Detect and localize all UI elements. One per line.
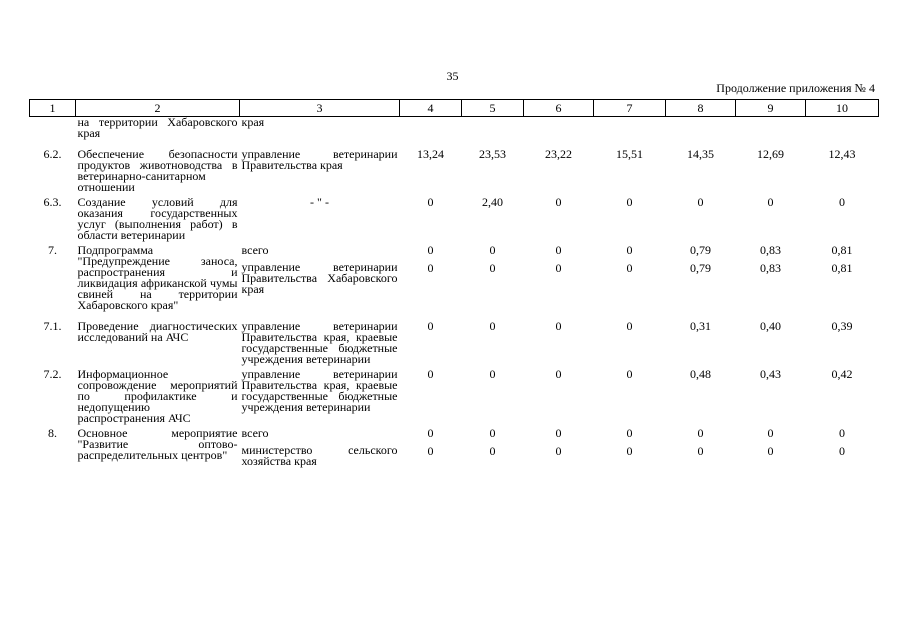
value-text: 0 <box>839 444 845 458</box>
value-cell <box>806 149 879 197</box>
value-cell <box>806 117 879 150</box>
measure-name: Проведение диагностических исследований на АЧС <box>77 319 238 344</box>
value-cell <box>400 197 462 245</box>
value-cell <box>594 149 666 197</box>
value-text: 0 <box>697 426 704 440</box>
executor-cell <box>240 117 400 150</box>
value-cell <box>594 369 666 428</box>
table-row <box>30 149 879 197</box>
measure-name: Основное мероприятие "Развитие оптово-распределительных центров" <box>77 426 238 462</box>
value-text: 0 <box>767 426 774 440</box>
value-text: 0 <box>626 367 633 381</box>
value-text: 0,43 <box>760 367 781 381</box>
value-cell <box>594 321 666 369</box>
column-header: 9 <box>736 100 806 117</box>
value-text: 0 <box>427 261 434 275</box>
executor-cell <box>240 321 400 369</box>
value-cell <box>806 369 879 428</box>
value-text: 0 <box>626 195 633 209</box>
column-header: 4 <box>400 100 462 117</box>
value-text: 0 <box>555 195 562 209</box>
value-cell <box>524 117 594 150</box>
table-row <box>30 428 879 467</box>
value-cell <box>462 245 524 321</box>
value-cell <box>666 245 736 321</box>
executor-text: управление ветеринарии Правительства края, краевые государственные бюджетные учреждения ветеринарии <box>241 367 398 414</box>
value-cell <box>666 149 736 197</box>
value-text: 0,81 <box>831 243 853 257</box>
value-cell <box>594 245 666 321</box>
measure-name: Создание условий для оказания государственных услуг (выполнения работ) в области ветеринарии <box>77 195 238 242</box>
value-cell <box>524 197 594 245</box>
value-cell <box>462 149 524 197</box>
value-text: 0 <box>555 243 562 257</box>
value-text: 0,48 <box>690 367 711 381</box>
value-text: 0 <box>427 243 434 257</box>
value-cell <box>666 197 736 245</box>
value-text: 12,43 <box>828 147 856 161</box>
measure-name: на территории Хабаровского края <box>77 115 238 140</box>
value-text: 0 <box>555 444 562 458</box>
value-text: 0 <box>489 444 496 458</box>
value-text: 0 <box>697 195 704 209</box>
value-cell <box>524 245 594 321</box>
value-text: 0 <box>697 444 704 458</box>
value-text: 0 <box>489 319 496 333</box>
row-number: 7. <box>48 243 57 257</box>
value-text: 0,31 <box>690 319 711 333</box>
value-text: 0 <box>489 243 496 257</box>
value-text: 0 <box>839 195 845 209</box>
executor-text: - " - <box>310 195 329 209</box>
value-text: 0 <box>427 319 434 333</box>
value-text: 0,81 <box>831 261 853 275</box>
executor-cell <box>240 149 400 197</box>
value-text: 0 <box>626 444 633 458</box>
value-text: 23,53 <box>479 147 506 161</box>
column-header: 5 <box>462 100 524 117</box>
row-number: 6.3. <box>43 195 62 209</box>
value-cell <box>524 428 594 467</box>
value-text: 0,42 <box>831 367 853 381</box>
value-text: 0 <box>626 426 633 440</box>
value-text: 15,51 <box>616 147 643 161</box>
executor-cell <box>240 428 400 467</box>
value-text: 14,35 <box>687 147 714 161</box>
value-cell <box>524 321 594 369</box>
value-cell <box>462 369 524 428</box>
continuation-label: Продолжение приложения № 4 <box>716 81 875 95</box>
value-cell <box>462 428 524 467</box>
value-text: 0,79 <box>690 243 711 257</box>
value-cell <box>736 428 806 467</box>
value-text: 0 <box>555 367 562 381</box>
value-text: 0,79 <box>690 261 711 275</box>
value-cell <box>806 321 879 369</box>
value-cell <box>736 245 806 321</box>
value-text: 0,83 <box>760 243 781 257</box>
value-text: 0,39 <box>831 319 853 333</box>
value-text: 2,40 <box>482 195 503 209</box>
executor-cell <box>240 369 400 428</box>
value-cell <box>400 245 462 321</box>
value-text: 0 <box>427 444 434 458</box>
row-number: 6.2. <box>43 147 62 161</box>
value-text: 0 <box>767 444 774 458</box>
value-cell <box>666 321 736 369</box>
executor-cell <box>240 197 400 245</box>
column-header: 3 <box>240 100 400 117</box>
value-text: 12,69 <box>757 147 784 161</box>
value-cell <box>736 117 806 150</box>
value-text: 0,83 <box>760 261 781 275</box>
executor-cell <box>240 245 400 321</box>
table-row <box>30 117 879 150</box>
executor-text: управление ветеринарии Правительства Хабаровского края <box>241 260 398 296</box>
value-cell <box>462 117 524 150</box>
header-row <box>30 100 879 117</box>
value-cell <box>666 369 736 428</box>
value-cell <box>400 369 462 428</box>
measure-name: Информационное сопровождение мероприятий по профилактике и недопущению распространения АЧС <box>77 367 238 425</box>
table-row <box>30 245 879 321</box>
value-text: 23,22 <box>545 147 572 161</box>
value-text: 0 <box>626 261 633 275</box>
value-cell <box>736 149 806 197</box>
value-cell <box>736 197 806 245</box>
column-header: 10 <box>806 100 879 117</box>
value-cell <box>400 428 462 467</box>
column-header: 1 <box>30 100 76 117</box>
column-header: 6 <box>524 100 594 117</box>
value-text: 0 <box>427 367 434 381</box>
row-number: 7.1. <box>43 319 62 333</box>
value-text: 0 <box>555 261 562 275</box>
value-text: 0 <box>489 426 496 440</box>
value-cell <box>806 428 879 467</box>
executor-text: министерство сельского хозяйства края <box>241 443 398 468</box>
column-header: 8 <box>666 100 736 117</box>
executor-text: края <box>241 115 265 129</box>
value-cell <box>524 369 594 428</box>
value-text: 13,24 <box>417 147 444 161</box>
column-header: 7 <box>594 100 666 117</box>
executor-text: всего <box>241 243 269 257</box>
value-cell <box>462 321 524 369</box>
value-cell <box>806 245 879 321</box>
value-text: 0 <box>555 319 562 333</box>
value-text: 0 <box>427 426 434 440</box>
value-cell <box>594 428 666 467</box>
value-cell <box>400 117 462 150</box>
value-text: 0 <box>626 319 633 333</box>
value-cell <box>400 149 462 197</box>
table-row <box>30 369 879 428</box>
value-cell <box>594 117 666 150</box>
program-table <box>29 99 879 467</box>
row-number: 7.2. <box>43 367 62 381</box>
column-header: 2 <box>76 100 240 117</box>
row-number <box>30 117 76 150</box>
page-number: 35 <box>446 69 459 83</box>
value-cell <box>666 117 736 150</box>
table-row <box>30 321 879 369</box>
value-cell <box>666 428 736 467</box>
value-text: 0 <box>489 261 496 275</box>
value-cell <box>524 149 594 197</box>
executor-text: управление ветеринарии Правительства края <box>241 147 398 172</box>
value-text: 0 <box>626 243 633 257</box>
value-cell <box>736 369 806 428</box>
value-text: 0 <box>427 195 434 209</box>
value-cell <box>462 197 524 245</box>
value-text: 0 <box>767 195 774 209</box>
value-cell <box>594 197 666 245</box>
value-cell <box>400 321 462 369</box>
value-text: 0 <box>839 426 845 440</box>
row-number: 8. <box>48 426 57 440</box>
measure-name: Подпрограмма "Предупреждение заноса, распространения и ликвидация африканской чумы свиней на территории Хабаровского края" <box>77 243 238 312</box>
table-row <box>30 197 879 245</box>
value-text: 0 <box>555 426 562 440</box>
value-text: 0,40 <box>760 319 781 333</box>
executor-text: управление ветеринарии Правительства края, краевые государственные бюджетные учреждения ветеринарии <box>241 319 398 366</box>
measure-name: Обеспечение безопасности продуктов животноводства в ветеринарно-санитарном отношении <box>77 147 238 194</box>
value-cell <box>736 321 806 369</box>
value-text: 0 <box>489 367 496 381</box>
executor-text: всего <box>241 426 269 440</box>
value-cell <box>806 197 879 245</box>
